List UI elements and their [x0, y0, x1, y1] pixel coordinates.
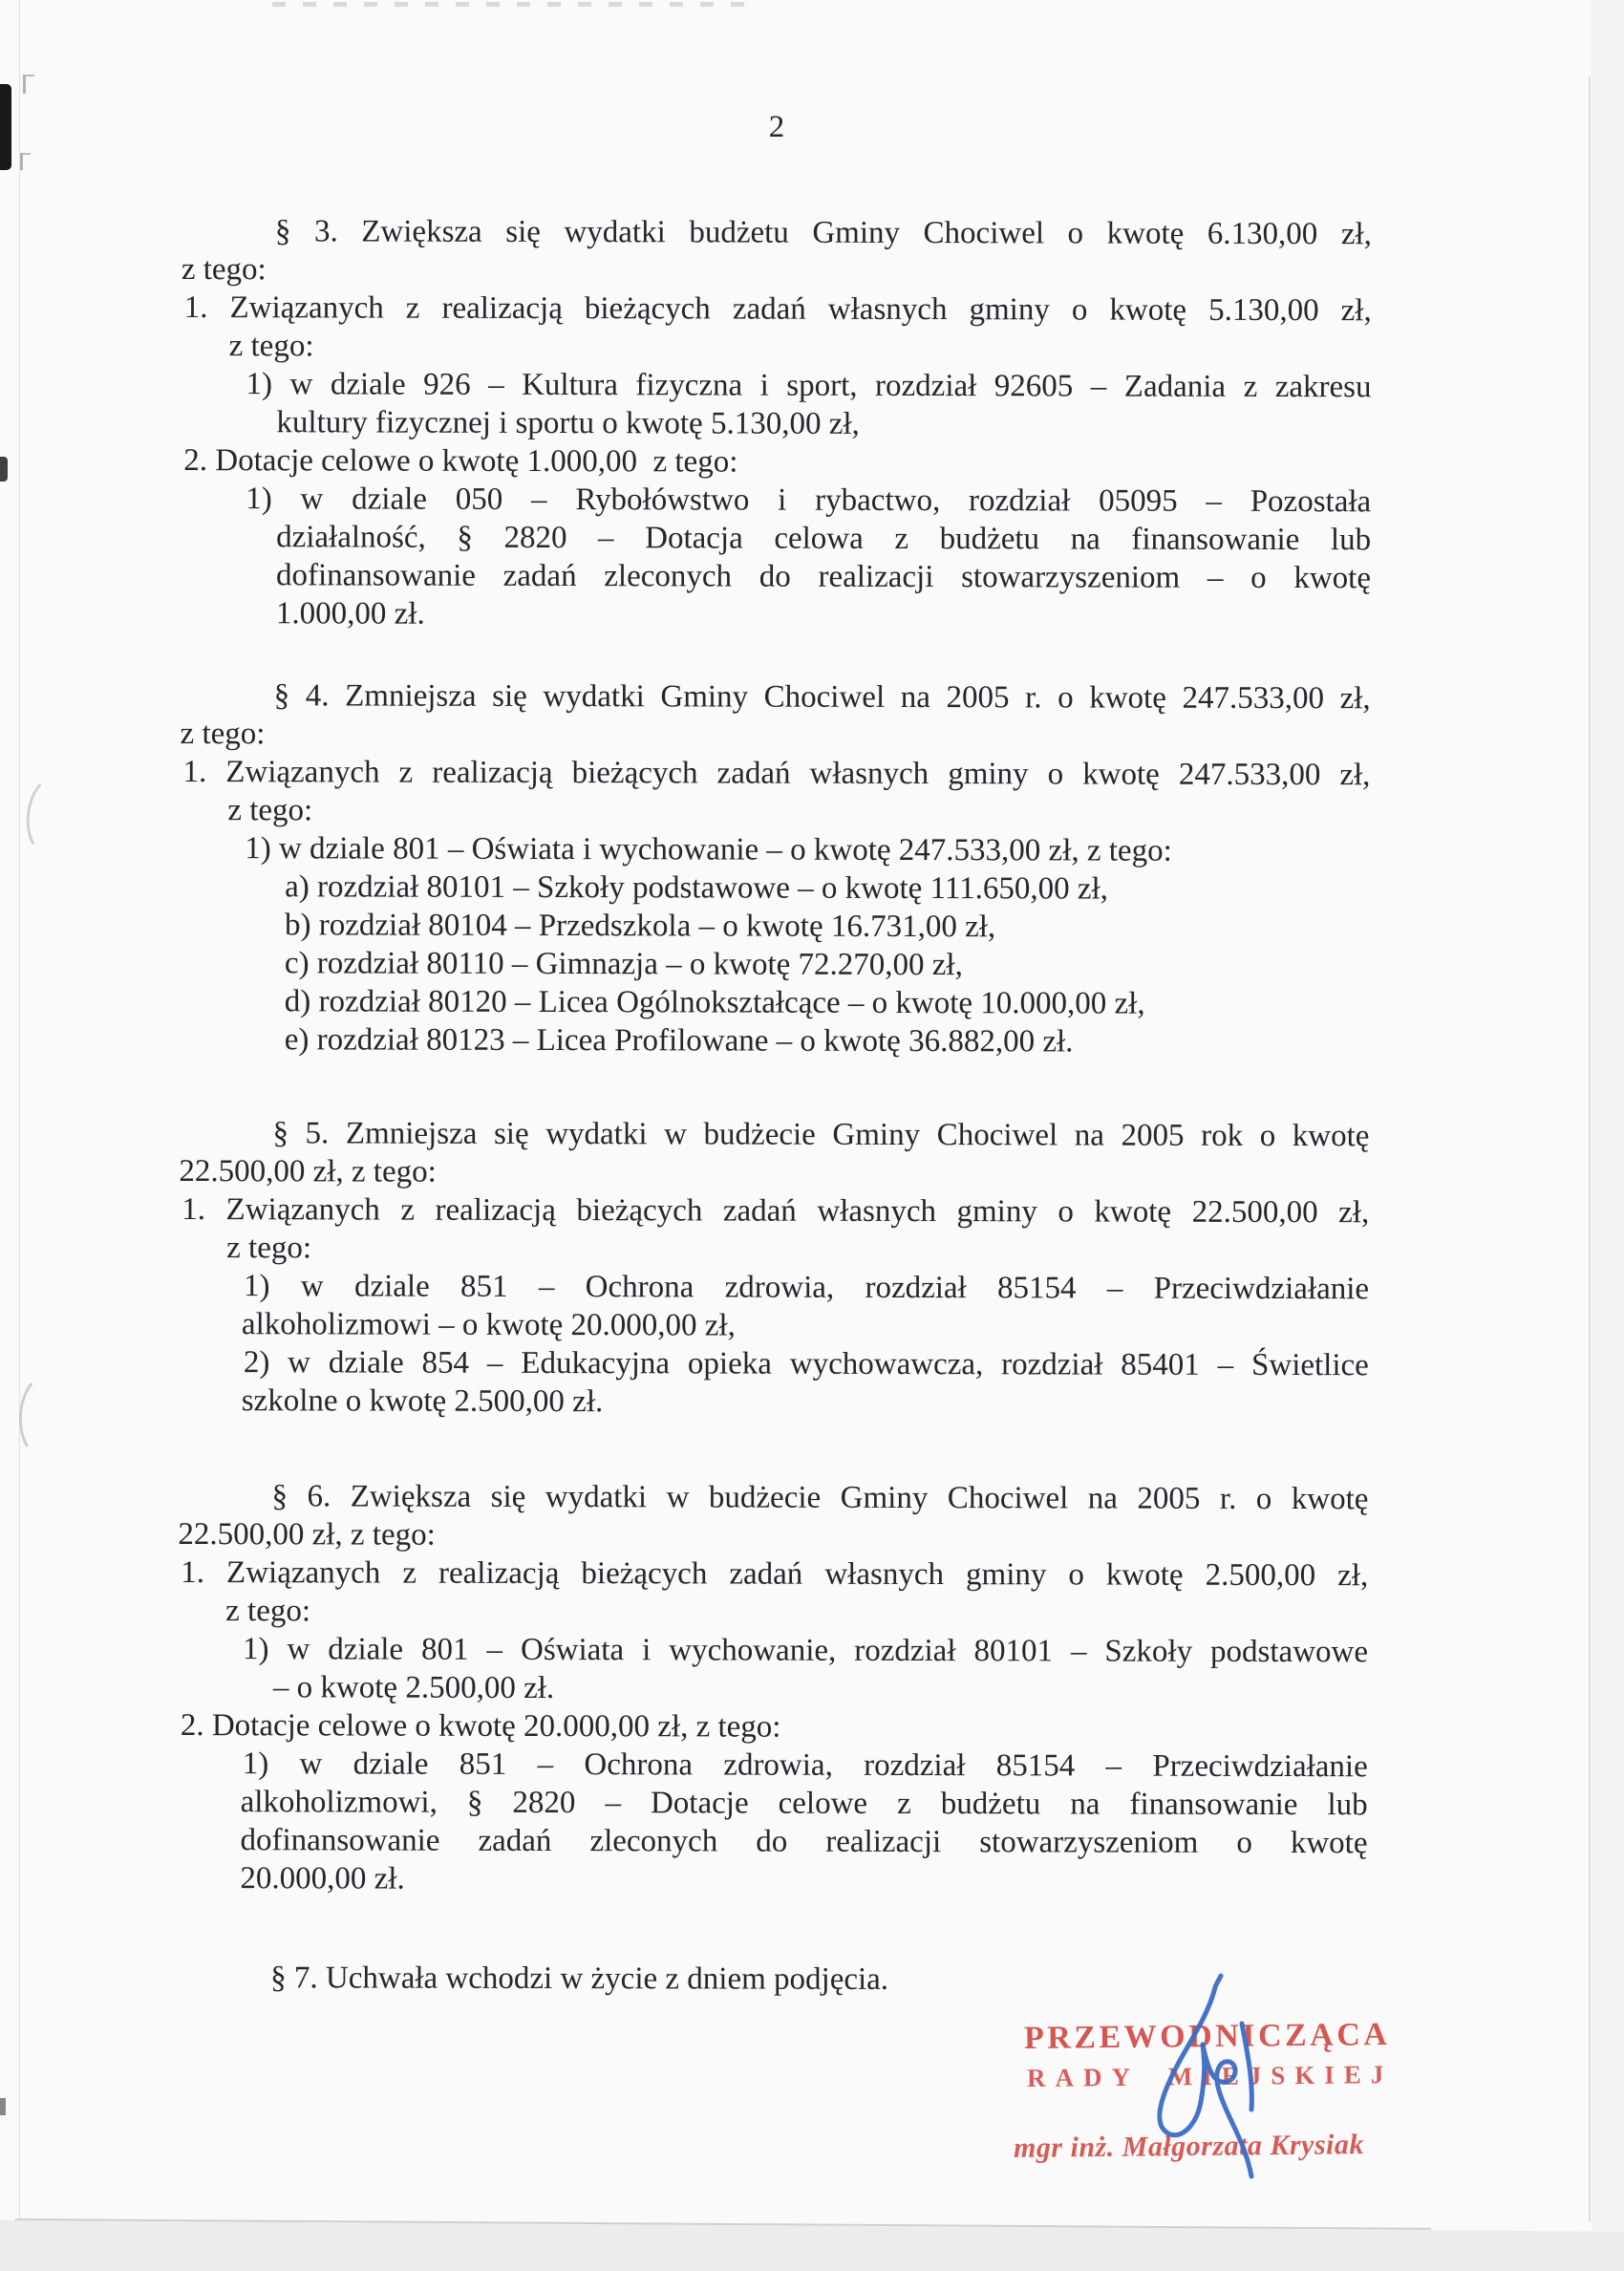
doc-line: 1) w dziale 801 – Oświata i wychowanie – o kwotę 247.533,00 zł, z tego: — [245, 831, 1172, 868]
doc-line: alkoholizmowi – o kwotę 20.000,00 zł, — [241, 1307, 736, 1343]
doc-line: 1) w dziale 050 – Rybołówstwo i rybactwo, rozdział 05095 – Pozostała — [246, 482, 1372, 520]
stamp-signatory-name: mgr inż. Małgorzata Krysiak — [1013, 2129, 1365, 2164]
doc-line: 22.500,00 zł, z tego: — [178, 1516, 436, 1553]
doc-line: c) rozdział 80110 – Gimnazja – o kwotę 72.270,00 zł, — [284, 946, 963, 983]
scan-artifact-speck — [20, 153, 31, 170]
doc-line: § 5. Zmniejsza się wydatki w budżecie Gminy Chociwel na 2005 rok o kwotę — [272, 1116, 1370, 1154]
doc-line: z tego: — [226, 1231, 312, 1266]
scan-artifact-right-band — [1592, 0, 1624, 2271]
scan-artifact-black-edge — [0, 84, 11, 170]
doc-line: kultury fizycznej i sportu o kwotę 5.130,00 zł, — [276, 405, 860, 441]
stamp-subtitle: RADY MIEJSKIEJ — [1026, 2059, 1394, 2093]
doc-line: 1) w dziale 801 – Oświata i wychowanie, rozdział 80101 – Szkoły podstawowe — [243, 1632, 1369, 1670]
doc-line: z tego: — [225, 1594, 311, 1629]
handwritten-signature — [1108, 1968, 1299, 2197]
scan-artifact-page-edge-shadow — [0, 2197, 1624, 2271]
scan-artifact-left-line — [19, 0, 20, 2271]
doc-line: 2. Dotacje celowe o kwotę 20.000,00 zł, z tego: — [180, 1708, 781, 1745]
doc-line: 1. Związanych z realizacją bieżących zadań własnych gminy o kwotę 22.500,00 zł, — [182, 1192, 1370, 1231]
doc-line: szkolne o kwotę 2.500,00 zł. — [241, 1383, 604, 1420]
doc-line: z tego: — [228, 329, 314, 364]
doc-line: z tego: — [227, 793, 313, 828]
doc-line: – o kwotę 2.500,00 zł. — [272, 1670, 555, 1706]
doc-line: 1. Związanych z realizacją bieżących zadań własnych gminy o kwotę 2.500,00 zł, — [181, 1555, 1369, 1594]
doc-line: 20.000,00 zł. — [240, 1861, 405, 1896]
doc-line: 1) w dziale 851 – Ochrona zdrowia, rozdział 85154 – Przeciwdziałanie — [242, 1746, 1368, 1785]
doc-line: § 3. Zwiększa się wydatki budżetu Gminy Chociwel o kwotę 6.130,00 zł, — [274, 214, 1372, 252]
doc-line: dofinansowanie zadań zleconych do realizacji stowarzyszeniom – o kwotę — [275, 558, 1372, 596]
scan-artifact-right-line — [1589, 76, 1591, 2221]
doc-line: 22.500,00 zł, z tego: — [179, 1153, 437, 1189]
scan-artifact-black-edge — [0, 2098, 6, 2115]
doc-line: 2. Dotacje celowe o kwotę 1.000,00 z tego: — [183, 443, 738, 480]
doc-line: b) rozdział 80104 – Przedszkola – o kwotę 16.731,00 zł, — [284, 908, 996, 945]
scan-artifact-top-dashes — [272, 2, 750, 7]
page-number: 2 — [768, 110, 785, 144]
doc-line: § 4. Zmniejsza się wydatki Gminy Chociwel na 2005 r. o kwotę 247.533,00 zł, — [273, 678, 1371, 717]
scan-artifact-pencil-arc — [16, 1372, 74, 1460]
stamp-title: PRZEWODNICZĄCA — [1023, 2016, 1391, 2057]
doc-line: 1) w dziale 926 – Kultura fizyczna i sport, rozdział 92605 – Zadania z zakresu — [246, 367, 1372, 405]
doc-line: alkoholizmowi, § 2820 – Dotacje celowe z budżetu na finansowanie lub — [240, 1785, 1368, 1823]
doc-line: 1. Związanych z realizacją bieżących zadań własnych gminy o kwotę 247.533,00 zł, — [182, 755, 1371, 793]
document-body — [177, 212, 1372, 2000]
doc-line: 2) w dziale 854 – Edukacyjna opieka wychowawcza, rozdział 85401 – Świetlice — [243, 1345, 1369, 1383]
doc-line: 1. Związanych z realizacją bieżących zadań własnych gminy o kwotę 5.130,00 zł, — [183, 290, 1372, 329]
scan-artifact-pencil-arc — [22, 773, 81, 859]
scan-artifact-black-edge — [0, 457, 8, 482]
doc-line: dofinansowanie zadań zleconych do realizacji stowarzyszeniom o kwotę — [240, 1823, 1368, 1861]
doc-line: działalność, § 2820 – Dotacja celowa z budżetu na finansowanie lub — [276, 520, 1372, 558]
doc-line: z tego: — [181, 251, 267, 288]
doc-line: § 7. Uchwała wchodzi w życie z dniem podjęcia. — [270, 1960, 889, 1997]
doc-line: 1) w dziale 851 – Ochrona zdrowia, rozdział 85154 – Przeciwdziałanie — [244, 1269, 1370, 1307]
doc-line: d) rozdział 80120 – Licea Ogólnokształcące – o kwotę 10.000,00 zł, — [284, 984, 1145, 1021]
doc-line: § 6. Zwiększa się wydatki w budżecie Gminy Chociwel na 2005 r. o kwotę — [271, 1479, 1369, 1517]
doc-line: a) rozdział 80101 – Szkoły podstawowe – o kwotę 111.650,00 zł, — [285, 869, 1109, 907]
doc-line: 1.000,00 zł. — [275, 596, 425, 632]
scan-artifact-speck — [23, 75, 34, 94]
doc-line: e) rozdział 80123 – Licea Profilowane – o kwotę 36.882,00 zł. — [284, 1022, 1074, 1060]
doc-line: z tego: — [180, 716, 266, 752]
